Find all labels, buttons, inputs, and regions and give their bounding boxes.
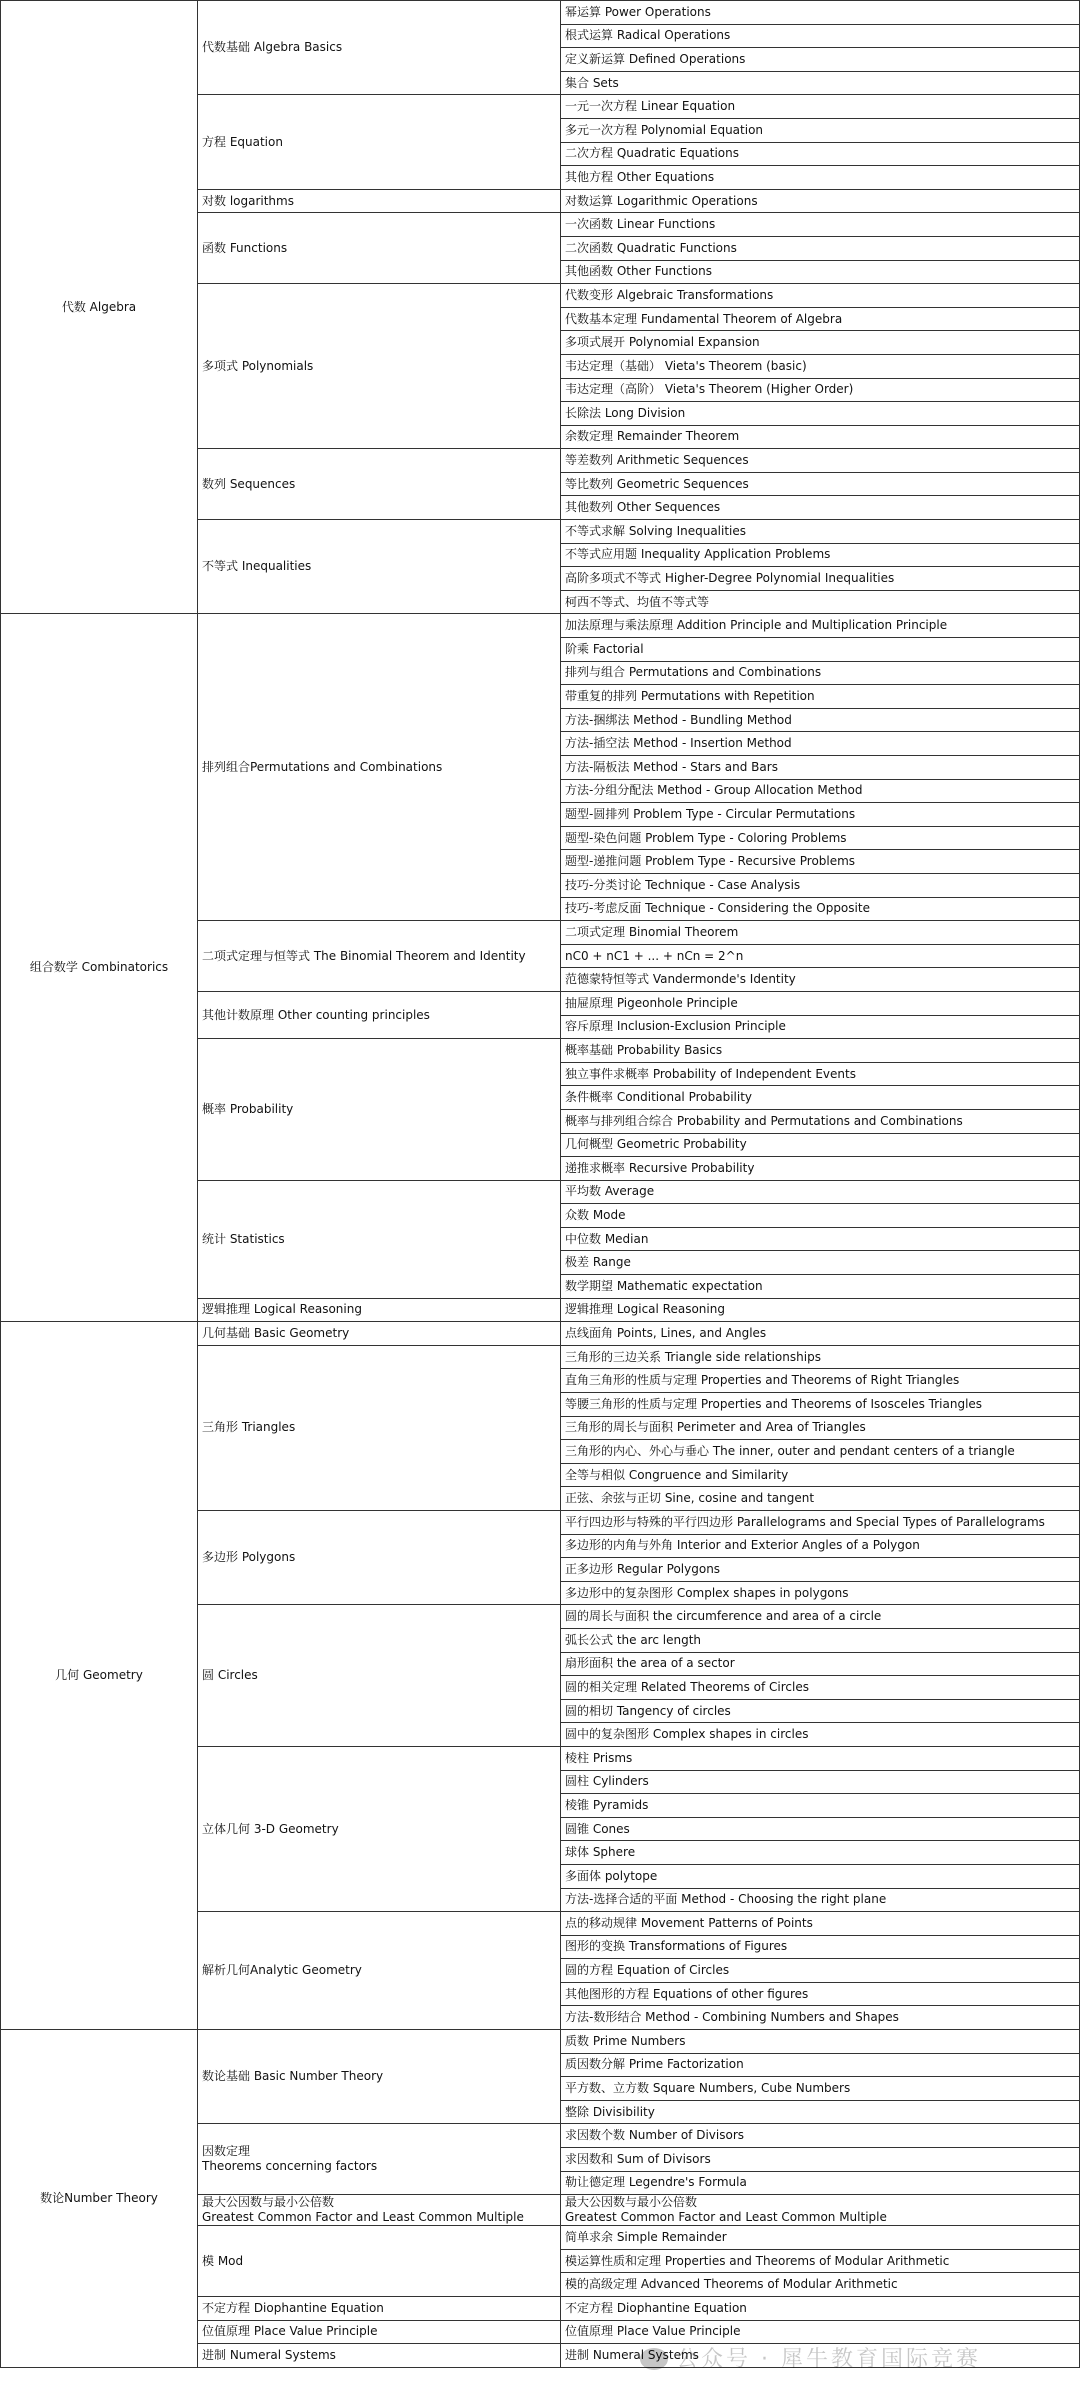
subcategory-cell: 模 Mod [198,2226,561,2297]
topic-cell: 不定方程 Diophantine Equation [561,2297,1080,2321]
topic-cell: 众数 Mode [561,1204,1080,1228]
topic-cell: 平方数、立方数 Square Numbers, Cube Numbers [561,2077,1080,2101]
subcategory-cell: 位值原理 Place Value Principle [198,2320,561,2344]
subcategory-cell: 逻辑推理 Logical Reasoning [198,1298,561,1322]
topic-cell: 逻辑推理 Logical Reasoning [561,1298,1080,1322]
topic-cell: 递推求概率 Recursive Probability [561,1157,1080,1181]
subcategory-cell: 方程 Equation [198,95,561,189]
topic-cell: 概率基础 Probability Basics [561,1039,1080,1063]
topic-cell: 一元一次方程 Linear Equation [561,95,1080,119]
topic-cell: 正弦、余弦与正切 Sine, cosine and tangent [561,1487,1080,1511]
topic-cell: 数学期望 Mathematic expectation [561,1275,1080,1299]
topic-cell: 圆的相关定理 Related Theorems of Circles [561,1676,1080,1700]
topic-cell: 等差数列 Arithmetic Sequences [561,449,1080,473]
table-row [1,2030,1080,2054]
topic-cell: 全等与相似 Congruence and Similarity [561,1463,1080,1487]
topic-cell: 极差 Range [561,1251,1080,1275]
topic-cell: 质因数分解 Prime Factorization [561,2053,1080,2077]
subcategory-cell: 数列 Sequences [198,449,561,520]
topic-cell: 进制 Numeral Systems [561,2344,1080,2368]
topic-cell: 其他方程 Other Equations [561,166,1080,190]
subcategory-cell: 不定方程 Diophantine Equation [198,2297,561,2321]
subcategory-cell: 其他计数原理 Other counting principles [198,991,561,1038]
topic-cell: 定义新运算 Defined Operations [561,48,1080,72]
topic-cell: 球体 Sphere [561,1841,1080,1865]
table-row [1,1322,1080,1346]
topic-cell: 勒让德定理 Legendre's Formula [561,2171,1080,2195]
subcategory-cell: 解析几何Analytic Geometry [198,1912,561,2030]
topic-cell: 加法原理与乘法原理 Addition Principle and Multiplication Principle [561,614,1080,638]
topic-cell: 排列与组合 Permutations and Combinations [561,661,1080,685]
topic-cell: 等腰三角形的性质与定理 Properties and Theorems of Isosceles Triangles [561,1393,1080,1417]
topic-cell: 点线面角 Points, Lines, and Angles [561,1322,1080,1346]
category-cell: 组合数学 Combinatorics [1,614,198,1322]
topic-cell: 二次方程 Quadratic Equations [561,142,1080,166]
subcategory-cell: 函数 Functions [198,213,561,284]
topic-cell: 范德蒙特恒等式 Vandermonde's Identity [561,968,1080,992]
topic-cell: nC0 + nC1 + ... + nCn = 2^n [561,944,1080,968]
subcategory-cell: 圆 Circles [198,1605,561,1747]
topic-cell: 方法-插空法 Method - Insertion Method [561,732,1080,756]
topic-cell: 模的高级定理 Advanced Theorems of Modular Arithmetic [561,2273,1080,2297]
topic-cell: 方法-分组分配法 Method - Group Allocation Method [561,779,1080,803]
subcategory-cell: 数论基础 Basic Number Theory [198,2030,561,2124]
topic-cell: 最大公因数与最小公倍数 Greatest Common Factor and Least Common Multiple [561,2195,1080,2226]
topic-cell: 韦达定理（基础） Vieta's Theorem (basic) [561,354,1080,378]
subcategory-cell: 二项式定理与恒等式 The Binomial Theorem and Identity [198,921,561,992]
subcategory-cell: 几何基础 Basic Geometry [198,1322,561,1346]
subcategory-cell: 对数 logarithms [198,189,561,213]
topic-cell: 方法-数形结合 Method - Combining Numbers and Shapes [561,2006,1080,2030]
topic-cell: 点的移动规律 Movement Patterns of Points [561,1912,1080,1936]
category-cell: 几何 Geometry [1,1322,198,2030]
topic-cell: 图形的变换 Transformations of Figures [561,1935,1080,1959]
topic-cell: 方法-隔板法 Method - Stars and Bars [561,756,1080,780]
topic-cell: 条件概率 Conditional Probability [561,1086,1080,1110]
topic-cell: 其他函数 Other Functions [561,260,1080,284]
topic-cell: 圆的周长与面积 the circumference and area of a circle [561,1605,1080,1629]
topic-cell: 圆的方程 Equation of Circles [561,1959,1080,1983]
topic-cell: 抽屉原理 Pigeonhole Principle [561,991,1080,1015]
subcategory-cell: 多项式 Polynomials [198,284,561,449]
topic-cell: 模运算性质和定理 Properties and Theorems of Modular Arithmetic [561,2249,1080,2273]
topic-cell: 方法-选择合适的平面 Method - Choosing the right plane [561,1888,1080,1912]
topic-cell: 幂运算 Power Operations [561,1,1080,25]
topic-cell: 容斥原理 Inclusion-Exclusion Principle [561,1015,1080,1039]
topic-cell: 质数 Prime Numbers [561,2030,1080,2054]
topic-cell: 带重复的排列 Permutations with Repetition [561,685,1080,709]
topic-cell: 弧长公式 the arc length [561,1628,1080,1652]
topic-cell: 不等式求解 Solving Inequalities [561,520,1080,544]
topic-cell: 平均数 Average [561,1180,1080,1204]
subcategory-cell: 因数定理 Theorems concerning factors [198,2124,561,2195]
topic-cell: 代数基本定理 Fundamental Theorem of Algebra [561,307,1080,331]
topic-cell: 余数定理 Remainder Theorem [561,425,1080,449]
category-cell: 数论Number Theory [1,2030,198,2368]
curriculum-table-body [1,1,1080,2368]
topic-cell: 高阶多项式不等式 Higher-Degree Polynomial Inequalities [561,567,1080,591]
topic-cell: 圆锥 Cones [561,1817,1080,1841]
topic-cell: 扇形面积 the area of a sector [561,1652,1080,1676]
subcategory-cell: 进制 Numeral Systems [198,2344,561,2368]
topic-cell: 阶乘 Factorial [561,638,1080,662]
topic-cell: 简单求余 Simple Remainder [561,2226,1080,2250]
table-row [1,1,1080,25]
subcategory-cell: 立体几何 3-D Geometry [198,1746,561,1911]
topic-cell: 柯西不等式、均值不等式等 [561,590,1080,614]
topic-cell: 根式运算 Radical Operations [561,24,1080,48]
topic-cell: 正多边形 Regular Polygons [561,1558,1080,1582]
topic-cell: 求因数个数 Number of Divisors [561,2124,1080,2148]
topic-cell: 棱锥 Pyramids [561,1794,1080,1818]
topic-cell: 位值原理 Place Value Principle [561,2320,1080,2344]
topic-cell: 题型-递推问题 Problem Type - Recursive Problems [561,850,1080,874]
topic-cell: 韦达定理（高阶） Vieta's Theorem (Higher Order) [561,378,1080,402]
topic-cell: 圆的相切 Tangency of circles [561,1699,1080,1723]
topic-cell: 代数变形 Algebraic Transformations [561,284,1080,308]
subcategory-cell: 不等式 Inequalities [198,520,561,614]
topic-cell: 几何概型 Geometric Probability [561,1133,1080,1157]
topic-cell: 多项式展开 Polynomial Expansion [561,331,1080,355]
topic-cell: 求因数和 Sum of Divisors [561,2148,1080,2172]
topic-cell: 三角形的三边关系 Triangle side relationships [561,1345,1080,1369]
topic-cell: 棱柱 Prisms [561,1746,1080,1770]
subcategory-cell: 概率 Probability [198,1039,561,1181]
topic-cell: 对数运算 Logarithmic Operations [561,189,1080,213]
topic-cell: 题型-圆排列 Problem Type - Circular Permutations [561,803,1080,827]
subcategory-cell: 最大公因数与最小公倍数 Greatest Common Factor and Least Common Multiple [198,2195,561,2226]
topic-cell: 整除 Divisibility [561,2100,1080,2124]
topic-cell: 二项式定理 Binomial Theorem [561,921,1080,945]
topic-cell: 独立事件求概率 Probability of Independent Events [561,1062,1080,1086]
topic-cell: 方法-捆绑法 Method - Bundling Method [561,708,1080,732]
topic-cell: 等比数列 Geometric Sequences [561,472,1080,496]
topic-cell: 多边形的内角与外角 Interior and Exterior Angles of a Polygon [561,1534,1080,1558]
topic-cell: 多元一次方程 Polynomial Equation [561,118,1080,142]
topic-cell: 其他数列 Other Sequences [561,496,1080,520]
topic-cell: 三角形的内心、外心与垂心 The inner, outer and pendant centers of a triangle [561,1440,1080,1464]
topic-cell: 圆中的复杂图形 Complex shapes in circles [561,1723,1080,1747]
subcategory-cell: 排列组合Permutations and Combinations [198,614,561,921]
subcategory-cell: 多边形 Polygons [198,1511,561,1605]
topic-cell: 圆柱 Cylinders [561,1770,1080,1794]
subcategory-cell: 三角形 Triangles [198,1345,561,1510]
topic-cell: 平行四边形与特殊的平行四边形 Parallelograms and Special Types of Parallelograms [561,1511,1080,1535]
topic-cell: 概率与排列组合综合 Probability and Permutations and Combinations [561,1109,1080,1133]
topic-cell: 长除法 Long Division [561,402,1080,426]
topic-cell: 多边形中的复杂图形 Complex shapes in polygons [561,1581,1080,1605]
topic-cell: 技巧-分类讨论 Technique - Case Analysis [561,873,1080,897]
topic-cell: 中位数 Median [561,1227,1080,1251]
topic-cell: 不等式应用题 Inequality Application Problems [561,543,1080,567]
topic-cell: 一次函数 Linear Functions [561,213,1080,237]
topic-cell: 二次函数 Quadratic Functions [561,236,1080,260]
topic-cell: 其他图形的方程 Equations of other figures [561,1982,1080,2006]
topic-cell: 多面体 polytope [561,1864,1080,1888]
watermark-text: 公众号 · 犀牛教育国际竞赛 [676,2347,981,2372]
topic-cell: 三角形的周长与面积 Perimeter and Area of Triangles [561,1416,1080,1440]
subcategory-cell: 代数基础 Algebra Basics [198,1,561,95]
topic-cell: 直角三角形的性质与定理 Properties and Theorems of Right Triangles [561,1369,1080,1393]
category-cell: 代数 Algebra [1,1,198,614]
topic-cell: 题型-染色问题 Problem Type - Coloring Problems [561,826,1080,850]
topic-cell: 集合 Sets [561,71,1080,95]
subcategory-cell: 统计 Statistics [198,1180,561,1298]
table-row [1,614,1080,638]
topic-cell: 技巧-考虑反面 Technique - Considering the Opposite [561,897,1080,921]
